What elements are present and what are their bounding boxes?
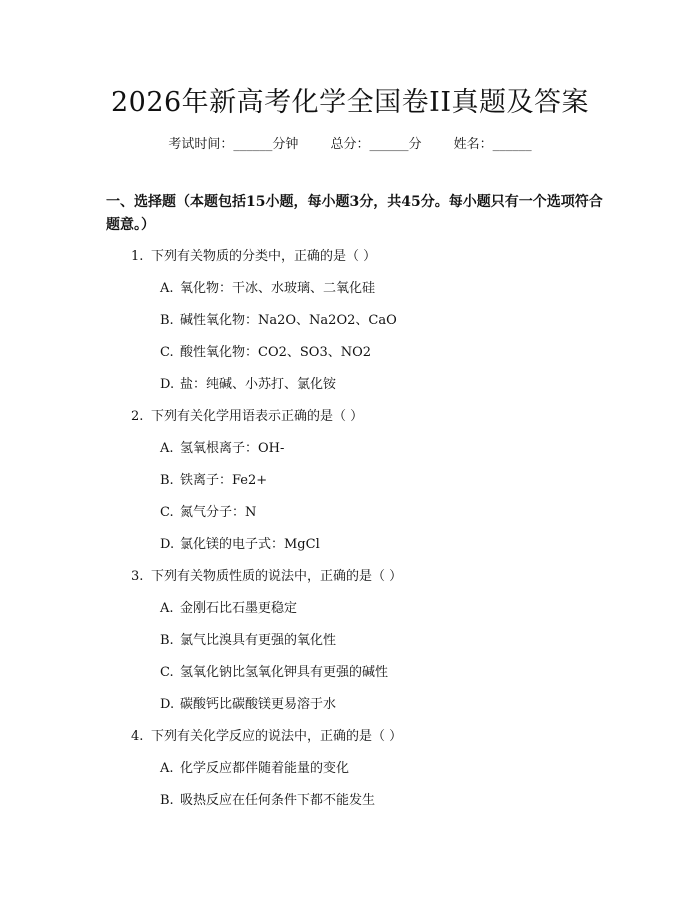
question-1 bbox=[131, 245, 376, 264]
option-text: 金刚石比石墨更稳定 bbox=[180, 601, 298, 616]
option-letter: C. bbox=[160, 345, 174, 360]
option-text: 氮气分子：N bbox=[180, 505, 257, 520]
question-number: 3. bbox=[131, 569, 144, 584]
option-1b bbox=[160, 309, 397, 328]
question-number: 2. bbox=[131, 409, 144, 424]
option-text: 碳酸钙比碳酸镁更易溶于水 bbox=[180, 697, 337, 712]
option-2b bbox=[160, 469, 267, 488]
student-name-field: 姓名：______ bbox=[453, 137, 532, 152]
option-1a bbox=[160, 277, 375, 296]
option-3a bbox=[160, 597, 297, 616]
option-letter: A. bbox=[160, 441, 174, 456]
option-4a bbox=[160, 757, 349, 776]
exam-time-field: 考试时间：______分钟 bbox=[168, 137, 299, 152]
option-letter: B. bbox=[160, 473, 174, 488]
section-heading: 一、选择题（本题包括15小题，每小题3分，共45分。每小题只有一个选项符合题意。） bbox=[106, 194, 603, 233]
option-text: 氯气比溴具有更强的氧化性 bbox=[180, 633, 337, 648]
question-text: 下列有关物质性质的说法中，正确的是（ ） bbox=[151, 569, 403, 584]
option-2c bbox=[160, 501, 256, 520]
option-letter: C. bbox=[160, 505, 174, 520]
option-text: 吸热反应在任何条件下都不能发生 bbox=[180, 793, 376, 808]
option-text: 氧化物：干冰、水玻璃、二氧化硅 bbox=[180, 281, 376, 296]
option-text: 化学反应都伴随着能量的变化 bbox=[180, 761, 350, 776]
option-2a bbox=[160, 437, 284, 456]
question-2 bbox=[131, 405, 363, 424]
option-4b bbox=[160, 789, 375, 808]
question-number: 4. bbox=[131, 729, 144, 744]
option-1c bbox=[160, 341, 371, 360]
question-text: 下列有关化学用语表示正确的是（ ） bbox=[151, 409, 364, 424]
question-number: 1. bbox=[131, 249, 144, 264]
question-4 bbox=[131, 725, 402, 744]
option-letter: A. bbox=[160, 281, 174, 296]
option-text: 氢氧根离子：OH- bbox=[180, 441, 285, 456]
option-letter: B. bbox=[160, 793, 174, 808]
question-text: 下列有关物质的分类中，正确的是（ ） bbox=[151, 249, 377, 264]
option-3c bbox=[160, 661, 388, 680]
option-letter: A. bbox=[160, 601, 174, 616]
option-letter: B. bbox=[160, 633, 174, 648]
option-letter: D. bbox=[160, 697, 175, 712]
option-text: 氯化镁的电子式：MgCl bbox=[180, 537, 320, 552]
option-letter: D. bbox=[160, 377, 175, 392]
option-letter: D. bbox=[160, 537, 175, 552]
option-text: 酸性氧化物：CO2、SO3、NO2 bbox=[180, 345, 372, 360]
option-letter: A. bbox=[160, 761, 174, 776]
option-1d bbox=[160, 373, 336, 392]
question-text: 下列有关化学反应的说法中，正确的是（ ） bbox=[151, 729, 403, 744]
option-text: 碱性氧化物：Na2O、Na2O2、CaO bbox=[180, 313, 397, 328]
option-text: 氢氧化钠比氢氧化钾具有更强的碱性 bbox=[180, 665, 389, 680]
option-letter: C. bbox=[160, 665, 174, 680]
option-letter: B. bbox=[160, 313, 174, 328]
page-title: 2026年新高考化学全国卷II真题及答案 bbox=[110, 87, 590, 118]
exam-score-field: 总分：______分 bbox=[330, 137, 422, 152]
option-text: 盐：纯碱、小苏打、氯化铵 bbox=[180, 377, 337, 392]
exam-meta bbox=[0, 133, 700, 152]
question-3 bbox=[131, 565, 402, 584]
option-2d bbox=[160, 533, 320, 552]
option-3d bbox=[160, 693, 336, 712]
option-text: 铁离子：Fe2+ bbox=[180, 473, 268, 488]
option-3b bbox=[160, 629, 336, 648]
